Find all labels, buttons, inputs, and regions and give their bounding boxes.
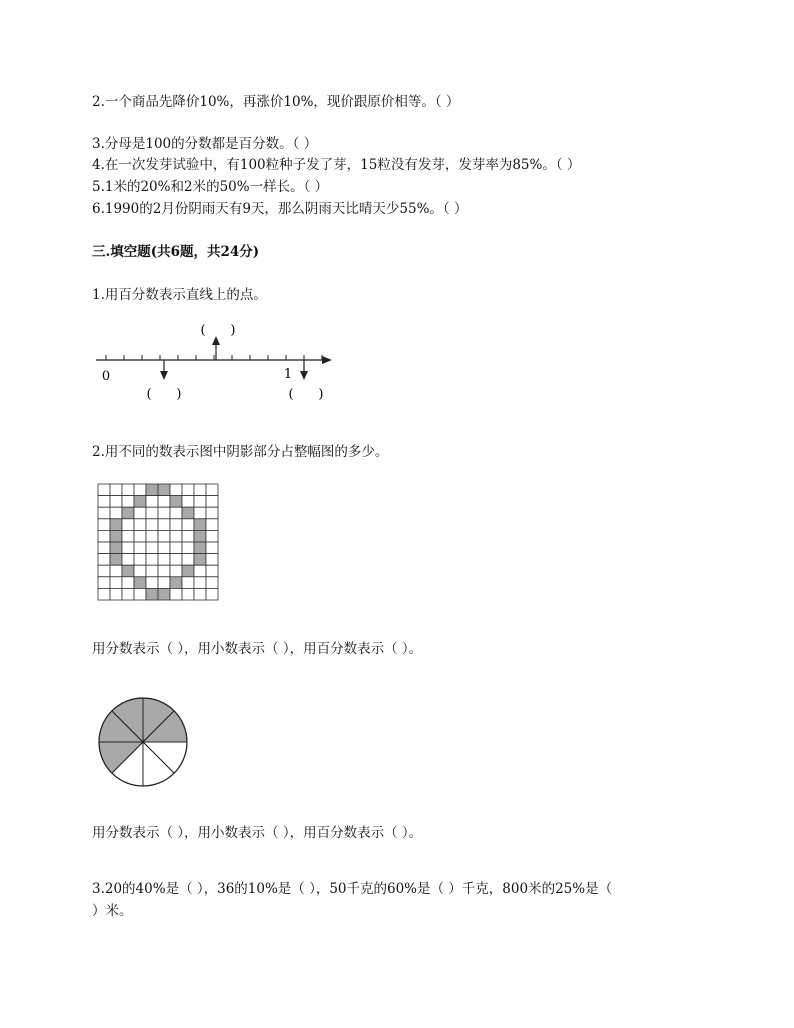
grid-cell [146,577,158,589]
grid-cell-shaded [194,554,206,566]
grid-cell-shaded [134,496,146,508]
grid-cell [98,519,110,531]
grid-cell [158,507,170,519]
section-heading: 三.填空题(共6题，共24分) [92,244,260,260]
grid-cell [194,588,206,600]
grid-cell [122,542,134,554]
grid-cell [134,519,146,531]
grid-cell [122,519,134,531]
grid-cell [122,496,134,508]
grid-cell [194,565,206,577]
grid-cell [122,530,134,542]
down-arrow-icon [160,360,168,380]
grid-cell [146,507,158,519]
answer-blank-left[interactable]: ( ) [146,387,182,402]
grid-cell [194,496,206,508]
grid-cell-shaded [170,496,182,508]
grid-cell [182,554,194,566]
grid-cell [146,530,158,542]
grid-cell [206,565,218,577]
grid-cell [158,565,170,577]
grid-cell [134,565,146,577]
grid-cell [122,588,134,600]
grid-cell [206,542,218,554]
grid-cell [182,577,194,589]
grid-cell [134,484,146,496]
grid-cell-shaded [194,519,206,531]
grid-cell [206,484,218,496]
down-arrow-icon [300,360,308,380]
answer-blank-right[interactable]: ( ) [288,387,324,402]
grid-cell-shaded [182,507,194,519]
grid-cell [158,542,170,554]
tf-item-3: 3.分母是100的分数都是百分数。（ ） [92,136,318,152]
grid-cell-shaded [194,542,206,554]
grid-cell [98,507,110,519]
grid-cell [206,554,218,566]
grid-cell [158,577,170,589]
grid-cell [158,519,170,531]
grid-cell [110,507,122,519]
grid-cell [134,507,146,519]
up-arrow-icon [212,336,220,360]
grid-figure [97,483,221,603]
grid-cell [182,496,194,508]
question-2-text: 2.用不同的数表示图中阴影部分占整幅图的多少。 [92,444,389,460]
grid-cell [194,577,206,589]
grid-cell [110,565,122,577]
grid-cell [110,588,122,600]
grid-cell [170,588,182,600]
grid-cell [98,542,110,554]
grid-cell [158,530,170,542]
grid-cell [170,507,182,519]
grid-cell [182,542,194,554]
grid-cell-shaded [194,530,206,542]
grid-cell [110,496,122,508]
grid-cell [98,588,110,600]
grid-cell [170,519,182,531]
label-zero: 0 [101,369,111,384]
grid-cell [170,554,182,566]
grid-cell-shaded [122,507,134,519]
label-one: 1 [283,367,293,382]
grid-cell [134,588,146,600]
grid-cell [158,496,170,508]
grid-cell [206,577,218,589]
answer-line-circle: 用分数表示（ ），用小数表示（ ），用百分数表示（ ）。 [92,825,423,841]
question-3-line-2: ）米。 [92,903,133,919]
grid-cell [146,519,158,531]
grid-cell [182,519,194,531]
grid-cell [158,554,170,566]
number-line-ticks [106,355,322,360]
grid-cell [170,530,182,542]
grid-cell [206,496,218,508]
grid-cell [182,530,194,542]
grid-cell [134,554,146,566]
grid-cell [122,484,134,496]
grid-cell [134,530,146,542]
grid-cell [170,565,182,577]
grid-cell [206,588,218,600]
grid-cell [194,507,206,519]
grid-cell-shaded [110,519,122,531]
grid-cell-shaded [146,484,158,496]
grid-cell [110,484,122,496]
answer-blank-top[interactable]: ( ) [200,323,236,338]
circle-figure [97,696,189,788]
tf-item-5: 5.1米的20%和2米的50%一样长。（ ） [92,179,329,195]
grid-cell-shaded [146,588,158,600]
grid-cell-shaded [110,542,122,554]
grid-cell [98,554,110,566]
grid-cell [146,554,158,566]
grid-cell [98,577,110,589]
question-1-text: 1.用百分数表示直线上的点。 [92,287,267,303]
grid-cell-shaded [170,577,182,589]
tf-item-4: 4.在一次发芽试验中，有100粒种子发了芽，15粒没有发芽，发芽率为85%。（ ） [92,157,581,173]
grid-cell-shaded [110,554,122,566]
question-3-line-1: 3.20的40%是（ ），36的10%是（ ），50千克的60%是（ ）千克，800米的25%是（ [92,881,613,897]
grid-cell [170,484,182,496]
grid-cell [206,519,218,531]
grid-cell [110,577,122,589]
grid-cell [98,530,110,542]
grid-cell [206,507,218,519]
grid-cell [98,484,110,496]
grid-cell [134,542,146,554]
grid-cell [182,588,194,600]
grid-cell [170,542,182,554]
grid-cell [122,554,134,566]
tf-item-6: 6.1990的2月份阴雨天有9天，那么阴雨天比晴天少55%。（ ） [92,201,468,217]
grid-cell [146,565,158,577]
grid-cell [122,577,134,589]
number-line-figure [92,318,342,408]
grid-cell-shaded [158,484,170,496]
grid-cell [146,542,158,554]
grid-cell [194,484,206,496]
answer-line-grid: 用分数表示（ ），用小数表示（ ），用百分数表示（ ）。 [92,641,423,657]
grid-cell [206,530,218,542]
tf-item-2: 2.一个商品先降价10%，再涨价10%，现价跟原价相等。（ ） [92,94,460,110]
grid-cell-shaded [182,565,194,577]
grid-cell [146,496,158,508]
grid-cell [98,496,110,508]
grid-cell [182,484,194,496]
grid-cell-shaded [122,565,134,577]
grid-cell-shaded [134,577,146,589]
grid-cell-shaded [158,588,170,600]
grid-cell-shaded [110,530,122,542]
grid-cell [98,565,110,577]
